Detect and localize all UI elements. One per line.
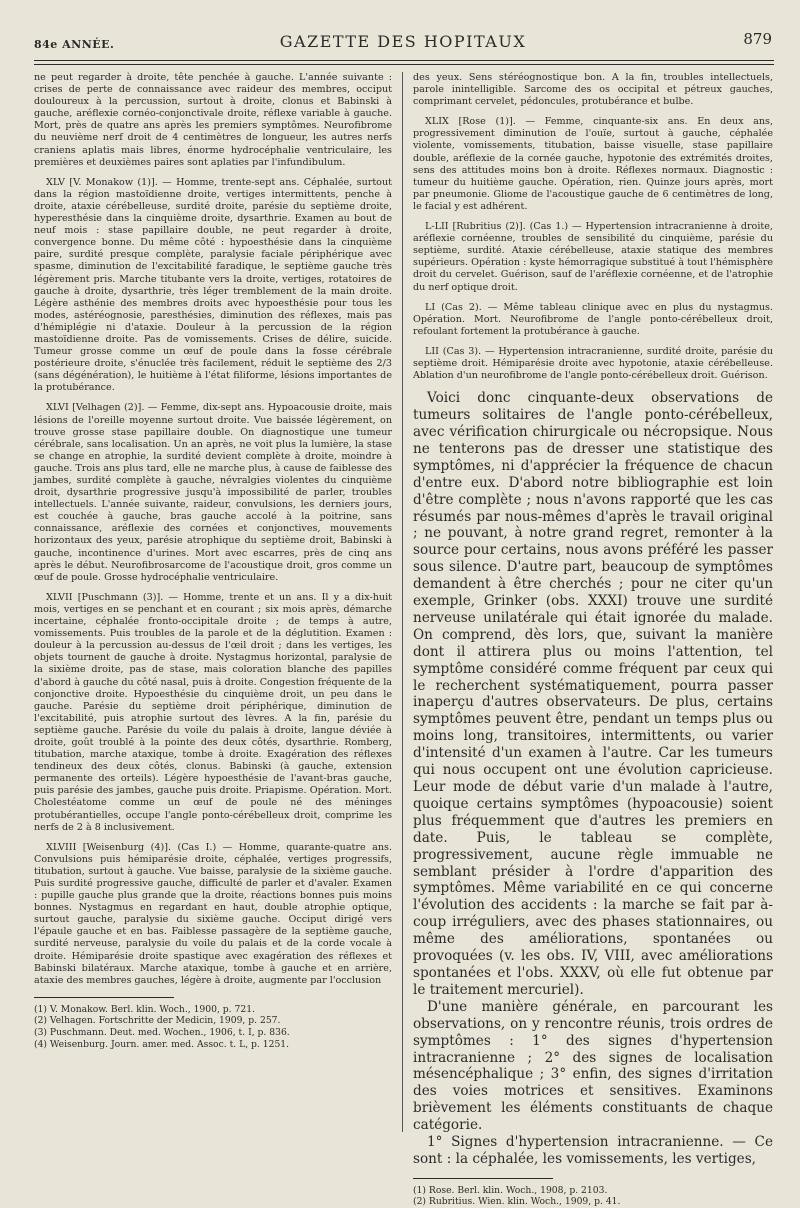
paragraph-intro: ne peut regarder à droite, tête penchée à gauche. L'année suivante : crises de perte de connaissance avec raideur des membres, occiput douloureux à la percussion, surtout à droite, clonus et Babinski à gauche, aréflexie cornéo-conjonctivale droite, réflexe variable à gauche. Mort, près de quatre ans après les premiers symptômes. Neurofibrome du neuvième nerf droit de 4 centimètres de longueur, les autres nerfs craniens aplatis mais libres, énorme hydrocéphalie ventriculaire, les premières et deuxièmes paires sont aplaties par l'infundibulum. — [34, 72, 392, 168]
footnote-rule — [413, 1178, 553, 1179]
paragraph-obs-xlvii: XLVII [Puschmann (3)]. — Homme, trente et un ans. Il y a dix-huit mois, vertiges en se penchant et en courant ; six mois après, démarche incertaine, céphalée fronto-occipitale droite ; de temps à autre, vomissements. Puis troubles de la parole et de la déglutition. Examen : douleur à la percussion au-dessus de l'œil droit ; dans les vertiges, les objets tournent de gauche à droite. Nystagmus horizontal, paralysie de la sixième droite, pas de stase, mais coloration blanche des papilles d'abord à gauche du côté nasal, puis à droite. Congestion fréquente de la conjonctive droite. Hypoesthésie du cinquième droit, un peu dans le gauche. Parésie du septième droit périphérique, diminution de l'excitabilité, puis atrophie surtout des lèvres. A la fin, parésie du septième gauche. Parésie du voile du palais à droite, langue déviée à droite, goût troublé à la pointe des deux côtés, dysarthrie. Romberg, titubation, marche ataxique, tombe à droite. Exagération des réflexes tendineux des deux côtés, clonus. Babinski (à gauche, extension permanente des orteils). Légère hypoesthésie de l'avant-bras gauche, puis parésie des jambes, gauche puis droite. Priapisme. Opération. Mort. Cholestéatome comme un œuf de poule né des méninges protubérantielles, occupe l'angle ponto-cérébelleux droit, comprime les nerfs de 2 à 8 inclusivement. — [34, 591, 392, 833]
discussion-paragraph-3: 1° Signes d'hypertension intracranienne. — Ce sont : la céphalée, les vomissements, les vertiges, — [413, 1134, 773, 1167]
paragraph-obs-li: LI (Cas 2). — Même tableau clinique avec en plus du nystagmus. Opération. Mort. Neurofibrome de l'angle ponto-cérébelleux droit, refoulant fortement la protubérance à gauche. — [413, 301, 773, 337]
discussion-paragraph-2: D'une manière générale, en parcourant les observations, on y rencontre réunis, trois ordres de symptômes : 1° des signes d'hypertension intracranienne ; 2° des signes de localisation mésencéphalique ; 3° enfin, des signes d'irritation des voies motrices et sensitives. Examinons brièvement les éléments constituants de chaque catégorie. — [413, 998, 773, 1134]
journal-title: GAZETTE DES HOPITAUX — [279, 32, 527, 51]
paragraph-obs-xlvi: XLVI [Velhagen (2)]. — Femme, dix-sept ans. Hypoacousie droite, mais lésions de l'oreille moyenne surtout droite. Vue baissée légèrement, on trouve grosse stase papillaire double. On diagnostique une tumeur cérébrale, sans localisation. Un an après, ne voit plus la lumière, la stase se change en atrophie, la surdité devient complète à droite, moindre à gauche. Trois ans plus tard, elle ne marche plus, à cause de faiblesse des jambes, surdité complète à gauche, névralgies violentes du cinquième droit, dysarthrie progressive jusqu'à impossibilité de parler, troubles intellectuels. L'année suivante, raideur, convulsions, les derniers jours, est couchée à gauche, bras gauche accolé à la poitrine, sans connaissance, aréflexie des cornées et conjonctives, mouvements horizontaux des yeux, parésie atrophique du septième droit, Babinski à gauche, incontinence d'urines. Mort avec escarres, près de cinq ans après le début. Neurofibrosarcome de l'acoustique droit, gros comme un œuf de poule. Grosse hydrocéphalie ventriculaire. — [34, 402, 392, 583]
paragraph-obs-xlix: XLIX [Rose (1)]. — Femme, cinquante-six ans. En deux ans, progressivement diminution de l'ouïe, surtout à gauche, céphalée violente, vomissements, titubation, baisse visuelle, stase papillaire double, aréflexie de la cornée gauche, hypotonie des extrémités droites, sens des attitudes moins bon à droite. Réflexes normaux. Diagnostic : tumeur du huitième gauche. Opération, rien. Quinze jours après, mort par pneumonie. Gliome de l'acoustique gauche de 6 centimètres de long, le facial y est adhérent. — [413, 116, 773, 212]
paragraph-obs-lii: LII (Cas 3). — Hypertension intracranienne, surdité droite, parésie du septième droit. Hémiparésie droite avec hypotonie, ataxie cérébelleuse. Ablation d'un neurofibrome de l'angle ponto-cérébelleux droit. Guérison. — [413, 345, 773, 382]
footnotes-right — [413, 1185, 773, 1208]
paragraph-obs-xlv: XLV [V. Monakow (1)]. — Homme, trente-sept ans. Céphalée, surtout dans la région mastoïdienne droite, vertiges intermittents, penche à droite, ataxie cérébelleuse, surdité droite, parésie du septième droite, hyperesthésie dans la cinquième droite, dysarthrie. Examen au bout de neuf mois : stase papillaire double, ne peut regarder à droite, convergence bonne. Du même côté : hypoesthésie dans la cinquième paire, surdité presque complète, paralysie faciale périphérique avec spasme, diminution de l'excitabilité faradique, le septième gauche très légèrement pris. Marche titubante vers la droite, vertiges, rotatoires de gauche à droite, dysarthrie, très léger tremblement de la main droite. Légère asthénie des membres droits avec hypoesthésie pour tous les modes, astéréognosie, paresthésies, diminution des réflexes, mais pas d'hémiplégie ni d'ataxie. Douleur à la percussion de la région mastoïdienne droite. Pas de vomissements. Crises de délire, suicide. Tumeur grosse comme un œuf de poule dans la fosse cérébrale postérieure droite, s'énuclée très facilement, réduit le septième des 2/3 (sans dégénération), le huitième à l'état filiforme, lésions importantes de la protubérance. — [34, 176, 392, 394]
header-rule — [34, 60, 774, 61]
footnotes-left — [34, 1004, 392, 1050]
footnote: (2) Rubritius. Wien. klin. Woch., 1909, p. 41. — [413, 1196, 621, 1208]
footnote: (2) Velhagen. Fortschritte der Medicin, 1909, p. 257. — [34, 1015, 281, 1027]
discussion-paragraph-1: Voici donc cinquante-deux observations de tumeurs solitaires de l'angle ponto-cérébelleux, avec vérification chirurgicale ou nécropsique. Nous ne tenterons pas de dresser une statistique des symptômes, ni d'apprécier la fréquence de chacun d'entre eux. D'abord notre bibliographie est loin d'être complète ; nous n'avons rapporté que les cas résumés par nous-mêmes d'après le travail original ; ne pouvant, à notre grand regret, remonter à la source pour certains, nous avons préféré les passer sous silence. D'autre part, beaucoup de symptômes demandent à être cherchés ; pour ne citer qu'un exemple, Grinker (obs. XXXI) trouve une surdité nerveuse unilatérale qui était ignorée du malade. On comprend, dès lors, que, suivant la manière dont il attirera plus ou moins l'attention, tel symptôme considéré comme fréquent par ceux qui le recherchent systématiquement, pourra passer inaperçu d'autres observateurs. De plus, certains symptômes peuvent être, pendant un temps plus ou moins long, transitoires, intermittents, ou varier d'intensité d'un examen à l'autre. Car les tumeurs qui nous occupent ont une évolution capricieuse. Leur mode de début varie d'un malade à l'autre, quoique certains symptômes (hypoacousie) soient plus fréquemment que d'autres les premiers en date. Puis, le tableau se complète, progressivement, aucune règle immuable ne semblant présider à l'ordre d'apparition des symptômes. Même variabilité en ce qui concerne l'évolution des accidents : la marche se fait par à-coup irréguliers, avec des phases stationnaires, ou même des améliorations, spontanées ou provoquées (v. les obs. IV, VIII, avec améliorations spontanées et l'obs. XXXV, où elle fut obtenue par le traitement mercuriel). — [413, 390, 773, 998]
page-number: 879 — [743, 30, 772, 48]
footnote: (3) Puschmann. Deut. med. Wochen., 1906, t. I, p. 836. — [34, 1027, 290, 1039]
paragraph-obs-l: L-LII [Rubritius (2)]. (Cas 1.) — Hypertension intracranienne à droite, aréflexie cornéenne, troubles de sensibilité du cinquième, parésie du septième, surdité. Ataxie cérébelleuse, ataxie statique des membres supérieurs. Opération : kyste hémorragique substitué à tout l'hémisphère droit du cervelet. Guérison, sauf de l'aréflexie cornéenne, et de l'atrophie du nerf optique droit. — [413, 221, 773, 293]
left-column — [34, 72, 392, 1050]
discussion-section — [413, 390, 773, 1168]
footnote: (1) V. Monakow. Berl. klin. Woch., 1900, p. 721. — [34, 1003, 255, 1015]
paragraph-obs-xlviii: XLVIII [Weisenburg (4)]. (Cas I.) — Homme, quarante-quatre ans. Convulsions puis hémiparésie droite, céphalée, vertiges progressifs, titubation, surtout à gauche. Vue baisse, paralysie de la sixième gauche. Puis surdité progressive gauche, difficulté de parler et d'avaler. Examen : pupille gauche plus grande que la droite, réactions bonnes puis moins bonnes. Nystagmus en regardant en haut, double atrophie optique, surtout gauche, paralysie du sixième gauche. Occiput dirigé vers l'épaule gauche et en bas. Faiblesse passagère de la septième gauche, surdité nerveuse, paralysie du voile du palais et de la corde vocale à droite. Hémiparésie droite spastique avec exagération des réflexes et Babinski bilatéraux. Marche ataxique, tombe à gauche et en arrière, ataxie des membres gauches, légère à droite, augmente par l'occlusion — [34, 841, 392, 986]
page-header — [34, 30, 772, 56]
footnote: (4) Weisenburg. Journ. amer. med. Assoc. t. L, p. 1251. — [34, 1038, 290, 1050]
paragraph-continuation: des yeux. Sens stéréognostique bon. A la fin, troubles intellectuels, parole inintelligible. Sarcome des os occipital et pétreux gauches, comprimant cervelet, pédoncules, protubérance et bulbe. — [413, 72, 773, 108]
column-divider — [402, 72, 403, 1132]
right-column — [413, 72, 773, 1208]
header-rule-double — [34, 64, 774, 65]
footnote-rule — [34, 997, 174, 998]
footnote: (1) Rose. Berl. klin. Woch., 1908, p. 2103. — [413, 1184, 608, 1196]
year-label: 84e ANNÉE. — [34, 38, 115, 51]
